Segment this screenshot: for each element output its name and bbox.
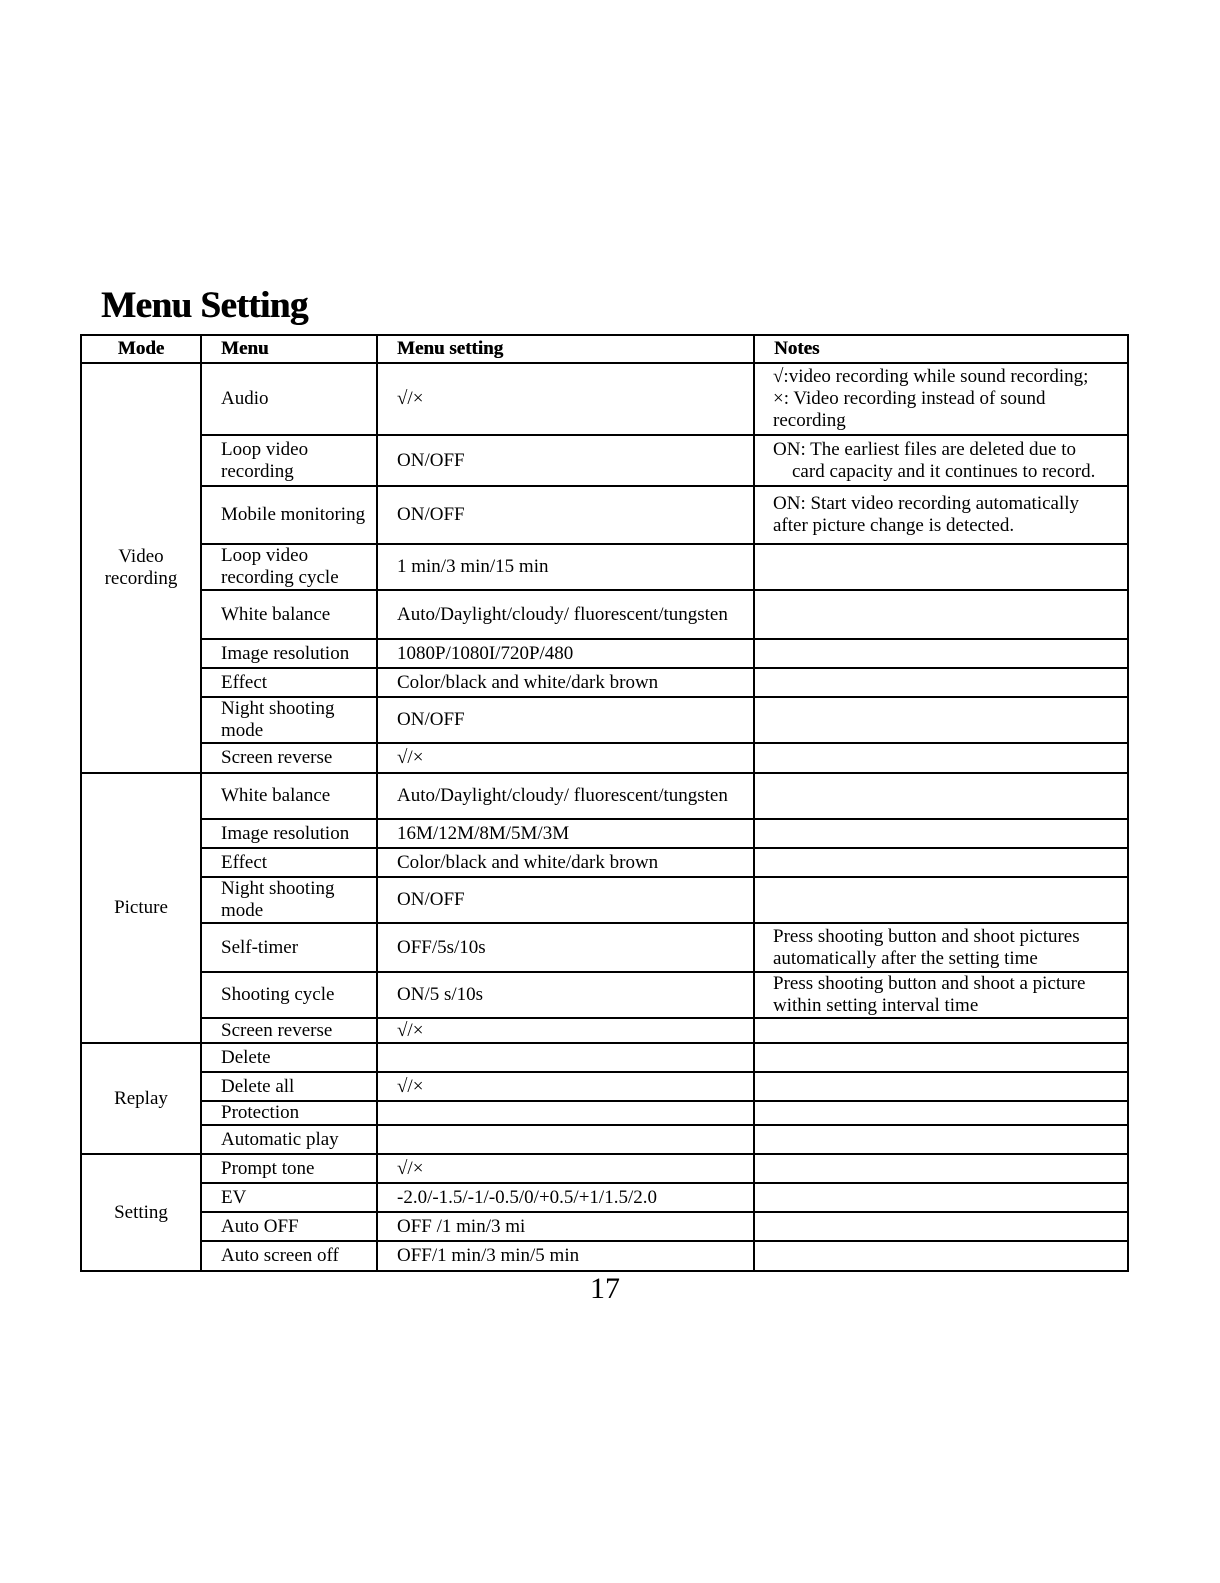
notes-line: automatically after the setting time xyxy=(773,947,1038,969)
notes-line: Press shooting button and shoot pictures xyxy=(773,925,1080,947)
notes-cell xyxy=(754,486,1128,544)
menu-setting-cell: √/× xyxy=(377,1154,754,1183)
menu-setting-cell: OFF /1 min/3 mi xyxy=(377,1212,754,1241)
menu-setting-cell: ON/OFF xyxy=(377,697,754,743)
table-row xyxy=(81,743,1128,773)
header-notes: Notes xyxy=(754,335,1128,363)
menu-setting-cell xyxy=(377,1125,754,1154)
menu-cell: Image resolution xyxy=(201,639,377,668)
menu-setting-cell: Auto/Daylight/cloudy/ fluorescent/tungsten xyxy=(377,773,754,819)
table-row xyxy=(81,972,1128,1018)
menu-setting-cell: 16M/12M/8M/5M/3M xyxy=(377,819,754,848)
menu-cell: Night shooting mode xyxy=(201,877,377,923)
notes-line: recording xyxy=(773,410,846,431)
notes-line: card capacity and it continues to record. xyxy=(792,460,1096,482)
notes-cell xyxy=(754,435,1128,486)
menu-cell: Mobile monitoring xyxy=(201,486,377,544)
menu-cell: Effect xyxy=(201,848,377,877)
notes-cell xyxy=(754,1043,1128,1072)
table-row xyxy=(81,1183,1128,1212)
menu-setting-cell: Auto/Daylight/cloudy/ fluorescent/tungsten xyxy=(377,590,754,639)
menu-cell: EV xyxy=(201,1183,377,1212)
notes-line: ×: Video recording instead of sound xyxy=(773,388,1046,409)
header-menu: Menu xyxy=(201,335,377,363)
menu-setting-cell: 1080P/1080I/720P/480 xyxy=(377,639,754,668)
notes-cell xyxy=(754,1018,1128,1043)
notes-cell xyxy=(754,1212,1128,1241)
notes-cell xyxy=(754,877,1128,923)
menu-setting-cell: OFF/1 min/3 min/5 min xyxy=(377,1241,754,1271)
menu-cell: White balance xyxy=(201,590,377,639)
notes-cell xyxy=(754,363,1128,435)
mode-cell: Picture xyxy=(81,773,201,1043)
menu-cell: Audio xyxy=(201,363,377,435)
menu-cell: Shooting cycle xyxy=(201,972,377,1018)
page-number: 17 xyxy=(590,1272,620,1305)
notes-cell xyxy=(754,1154,1128,1183)
table-body xyxy=(81,363,1128,1271)
notes-cell xyxy=(754,819,1128,848)
notes-cell xyxy=(754,639,1128,668)
notes-cell xyxy=(754,590,1128,639)
table-row xyxy=(81,1043,1128,1072)
menu-cell: Auto screen off xyxy=(201,1241,377,1271)
menu-cell: Screen reverse xyxy=(201,1018,377,1043)
menu-setting-cell: √/× xyxy=(377,363,754,435)
table-row xyxy=(81,773,1128,819)
menu-cell: Image resolution xyxy=(201,819,377,848)
menu-setting-cell xyxy=(377,1043,754,1072)
table-row xyxy=(81,363,1128,435)
menu-cell: White balance xyxy=(201,773,377,819)
menu-cell: Effect xyxy=(201,668,377,697)
table-row xyxy=(81,1241,1128,1271)
header-menu-setting: Menu setting xyxy=(377,335,754,363)
menu-cell: Prompt tone xyxy=(201,1154,377,1183)
notes-cell xyxy=(754,848,1128,877)
menu-setting-cell: Color/black and white/dark brown xyxy=(377,848,754,877)
notes-line: ON: The earliest files are deleted due to xyxy=(773,438,1076,460)
table-row xyxy=(81,668,1128,697)
notes-line: Press shooting button and shoot a picture xyxy=(773,973,1086,994)
menu-setting-cell: 1 min/3 min/15 min xyxy=(377,544,754,590)
notes-cell xyxy=(754,1125,1128,1154)
mode-cell: Replay xyxy=(81,1043,201,1154)
table-row xyxy=(81,1125,1128,1154)
mode-cell: Video recording xyxy=(81,363,201,773)
mode-cell: Setting xyxy=(81,1154,201,1271)
table-row xyxy=(81,848,1128,877)
table-row xyxy=(81,639,1128,668)
menu-setting-cell: √/× xyxy=(377,743,754,773)
menu-cell: Protection xyxy=(201,1101,377,1125)
notes-cell xyxy=(754,923,1128,972)
menu-setting-cell: -2.0/-1.5/-1/-0.5/0/+0.5/+1/1.5/2.0 xyxy=(377,1183,754,1212)
menu-setting-cell xyxy=(377,1101,754,1125)
menu-cell: Loop video recording xyxy=(201,435,377,486)
menu-cell: Screen reverse xyxy=(201,743,377,773)
menu-setting-cell: ON/OFF xyxy=(377,435,754,486)
menu-setting-cell: ON/OFF xyxy=(377,877,754,923)
menu-cell: Self-timer xyxy=(201,923,377,972)
header-mode: Mode xyxy=(81,335,201,363)
notes-cell xyxy=(754,668,1128,697)
menu-cell: Loop video recording cycle xyxy=(201,544,377,590)
notes-line: ON: Start video recording automatically xyxy=(773,493,1080,514)
menu-cell: Auto OFF xyxy=(201,1212,377,1241)
notes-cell xyxy=(754,743,1128,773)
menu-setting-cell: ON/OFF xyxy=(377,486,754,544)
notes-cell xyxy=(754,1241,1128,1271)
notes-line: √:video recording while sound recording; xyxy=(773,366,1089,387)
notes-cell xyxy=(754,1072,1128,1101)
notes-cell xyxy=(754,972,1128,1018)
table-row xyxy=(81,1212,1128,1241)
menu-setting-cell: OFF/5s/10s xyxy=(377,923,754,972)
menu-setting-cell: √/× xyxy=(377,1072,754,1101)
table-row xyxy=(81,923,1128,972)
menu-setting-table xyxy=(80,334,1129,1272)
table-row xyxy=(81,1101,1128,1125)
notes-cell xyxy=(754,697,1128,743)
table-row xyxy=(81,486,1128,544)
table-row xyxy=(81,544,1128,590)
table-row xyxy=(81,590,1128,639)
table-row xyxy=(81,435,1128,486)
notes-line: after picture change is detected. xyxy=(773,515,1015,536)
notes-cell xyxy=(754,773,1128,819)
table-row xyxy=(81,697,1128,743)
table-row xyxy=(81,819,1128,848)
table-header-row xyxy=(81,335,1128,363)
notes-line: within setting interval time xyxy=(773,995,979,1016)
menu-cell: Automatic play xyxy=(201,1125,377,1154)
menu-cell: Night shooting mode xyxy=(201,697,377,743)
notes-cell xyxy=(754,1183,1128,1212)
menu-cell: Delete xyxy=(201,1043,377,1072)
notes-cell xyxy=(754,1101,1128,1125)
menu-cell: Delete all xyxy=(201,1072,377,1101)
menu-setting-cell: √/× xyxy=(377,1018,754,1043)
table-row xyxy=(81,1018,1128,1043)
page-title: Menu Setting xyxy=(101,285,308,326)
menu-setting-cell: ON/5 s/10s xyxy=(377,972,754,1018)
table-row xyxy=(81,1154,1128,1183)
menu-setting-cell: Color/black and white/dark brown xyxy=(377,668,754,697)
table-row xyxy=(81,877,1128,923)
notes-cell xyxy=(754,544,1128,590)
table-row xyxy=(81,1072,1128,1101)
